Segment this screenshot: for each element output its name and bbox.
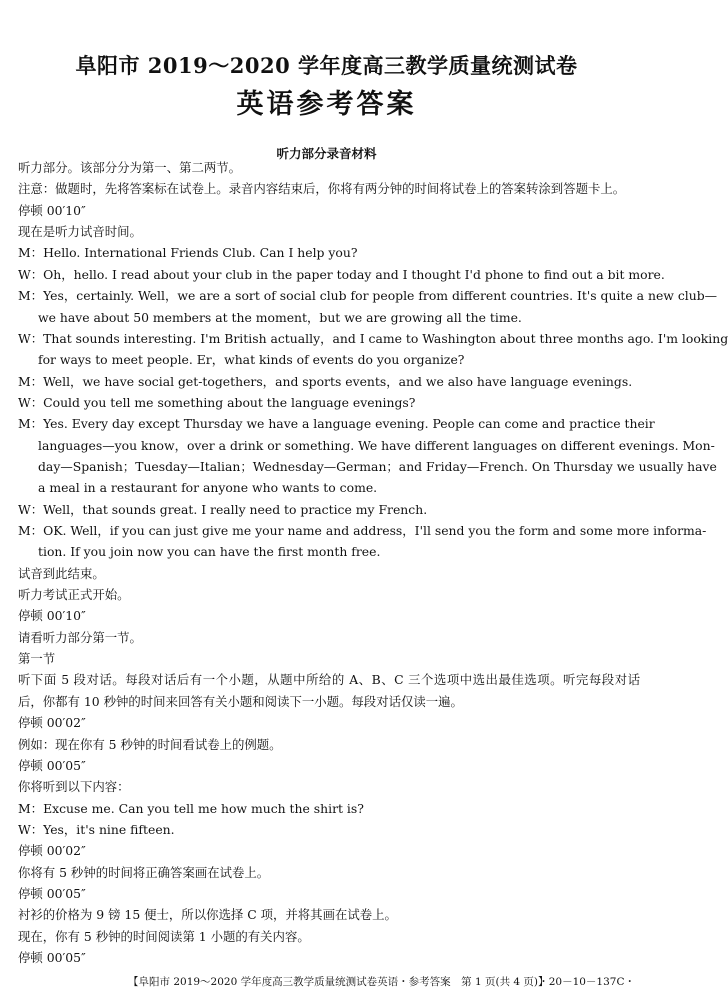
transcript-line: M：Yes. Every day except Thursday we have a language evening. People can come and practice their [18,416,655,432]
transcript-line: M：Excuse me. Can you tell me how much the shirt is? [18,800,364,816]
transcript-line: 停顿 00′05″ [18,950,86,965]
transcript-line: M：Hello. International Friends Club. Can I help you? [18,245,358,261]
transcript-line: W：Well，that sounds great. I really need to practice my French. [18,501,428,517]
transcript-line: W：Oh，hello. I read about your club in the paper today and I thought I'd phone to find out a bit more. [18,266,665,282]
transcript-line: 现在是听力试音时间。 [18,224,142,240]
transcript-line: W：Yes，it's nine fifteen. [18,821,175,837]
transcript-line: tion. If you join now you can have the first month free. [38,544,381,560]
transcript-line: a meal in a restaurant for anyone who wants to come. [38,480,378,496]
transcript-line: 听力部分。该部分分为第一、第二两节。 [18,160,242,175]
transcript-line: 你将听到以下内容： [18,779,130,795]
transcript-line: M：OK. Well，if you can just give me your name and address，I'll send you the form and some more informa- [18,523,707,538]
transcript-line: we have about 50 members at the moment，but we are growing all the time. [38,309,522,325]
transcript-line: languages—you know，over a drink or something. We have different languages on different evenings. Mon- [38,437,715,453]
transcript-line: 停顿 00′10″ [18,202,86,218]
transcript-line: 停顿 00′02″ [18,843,86,859]
transcript-line: 听力考试正式开始。 [18,587,130,602]
transcript-line: 注意：做题时，先将答案标在试卷上。录音内容结束后，你将有两分钟的时间将试卷上的答案转涂到答题卡上。 [18,181,626,197]
transcript-line: 听下面 5 段对话。每段对话后有一个小题，从题中所给的 A、B、C 三个选项中选出最佳选项。听完每段对话 [18,672,640,688]
section-heading: 听力部分录音材料 [276,146,377,161]
transcript-line: M：Well，we have social get-togethers，and sports events，and we also have language evenings. [18,373,633,389]
transcript-line: 停顿 00′02″ [18,715,86,731]
transcript-line: W：Could you tell me something about the language evenings? [18,394,416,410]
transcript-line: for ways to meet people. Er，what kinds of events do you organize? [38,352,465,368]
transcript-line: 停顿 00′10″ [18,608,86,624]
transcript-line: 你将有 5 秒钟的时间将正确答案画在试卷上。 [18,864,270,880]
transcript-line: day—Spanish；Tuesday—Italian；Wednesday—German；and Friday—French. On Thursday we usually have [38,458,717,474]
transcript-line: 后，你都有 10 秒钟的时间来回答有关小题和阅读下一小题。每段对话仅读一遍。 [18,693,463,709]
transcript-line: 停顿 00′05″ [18,885,86,901]
page-footer [128,974,643,992]
transcript-line: 现在，你有 5 秒钟的时间阅读第 1 小题的有关内容。 [18,928,310,944]
transcript-line: 试音到此结束。 [18,565,105,581]
transcript-line: W：That sounds interesting. I'm British actually，and I came to Washington about three months ago. I'm looking [18,330,728,346]
footer-text: 【阜阳市 2019～2020 学年度高三教学质量统测试卷英语・参考答案 第 1 页(共 4 页)】 [128,976,549,988]
footer-code: ・20－10－137C・ [538,976,635,988]
transcript-line: 请看听力部分第一节。 [18,629,142,645]
transcript-line: 停顿 00′05″ [18,757,86,773]
transcript-line: M：Yes，certainly. Well，we are a sort of social club for people from different countries. It's quite a new club— [18,288,718,304]
transcript-line: 例如：现在你有 5 秒钟的时间看试卷上的例题。 [18,736,282,752]
transcript-line: 衬衫的价格为 9 镑 15 便士，所以你选择 C 项，并将其画在试卷上。 [18,907,397,923]
transcript-line: 第一节 [18,651,56,666]
exam-title: 阜阳市 2019～2020 学年度高三教学质量统测试卷 [75,53,578,78]
document-subtitle: 英语参考答案 [236,89,417,120]
